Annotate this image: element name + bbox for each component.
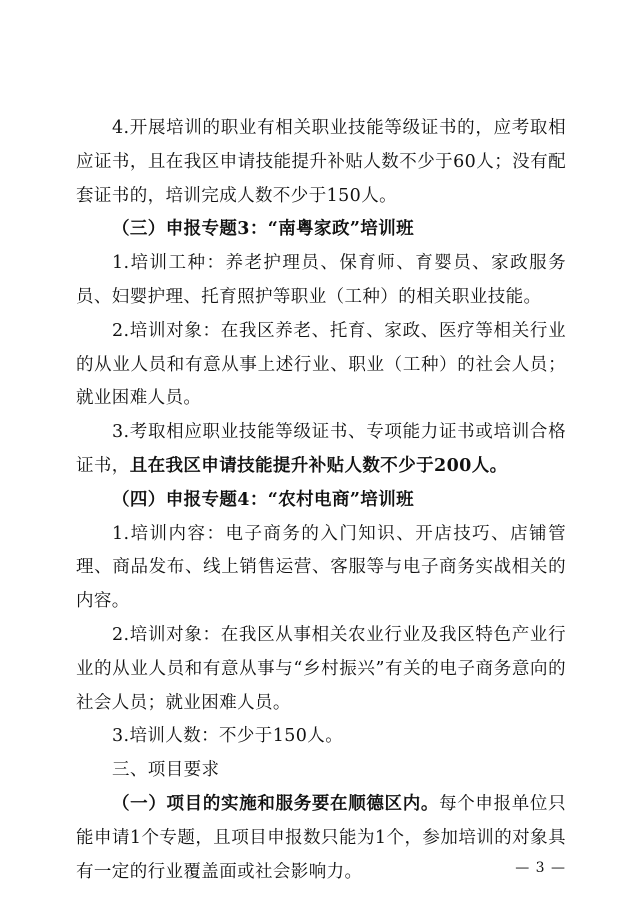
section-heading-topic-3: （三）申报专题3：“南粤家政”培训班 — [112, 219, 415, 240]
application-limit-text: 每个申报单位只能申请1个专题，且项目申报数只能为1个，参加培训的对象具有一定的行业覆盖面或社会影响力。 — [76, 793, 566, 882]
page-number: — 3 — — [515, 860, 566, 876]
paragraph-training-count: 3.培训人数：不少于150人。 — [112, 726, 344, 747]
paragraph-project-scope — [76, 788, 566, 889]
paragraph-ecommerce-targets: 2.培训对象：在我区从事相关农业行业及我区特色产业行业的从业人员和有意从事与“乡村振兴”有关的电子商务意向的社会人员；就业困难人员。 — [76, 624, 566, 713]
paragraph-training-content: 1.培训内容：电子商务的入门知识、开店技巧、店铺管理、商品发布、线上销售运营、客服等与电子商务实战相关的内容。 — [76, 523, 566, 612]
paragraph-training-types: 1.培训工种：养老护理员、保育师、育婴员、家政服务员、妇婴护理、托育照护等职业（工种）的相关职业技能。 — [76, 253, 566, 307]
document-body — [76, 112, 566, 889]
subsidy-requirement-text: 且在我区申请技能提升补贴人数不少于200人。 — [129, 455, 508, 476]
section-heading-project-requirements: 三、项目要求 — [112, 760, 220, 781]
paragraph-certificate-count — [76, 416, 566, 484]
certificate-text: 3.考取相应职业技能等级证书、专项能力证书或培训合格证书， — [76, 422, 566, 476]
project-location-text: （一）项目的实施和服务要在顺德区内。 — [112, 793, 440, 814]
paragraph-certificate-requirement: 4.开展培训的职业有相关职业技能等级证书的，应考取相应证书，且在我区申请技能提升补贴人数不少于60人；没有配套证书的，培训完成人数不少于150人。 — [76, 118, 566, 206]
section-heading-topic-4: （四）申报专题4：“农村电商”培训班 — [112, 489, 415, 510]
paragraph-training-targets: 2.培训对象：在我区养老、托育、家政、医疗等相关行业的从业人员和有意从事上述行业、职业（工种）的社会人员；就业困难人员。 — [76, 320, 566, 409]
